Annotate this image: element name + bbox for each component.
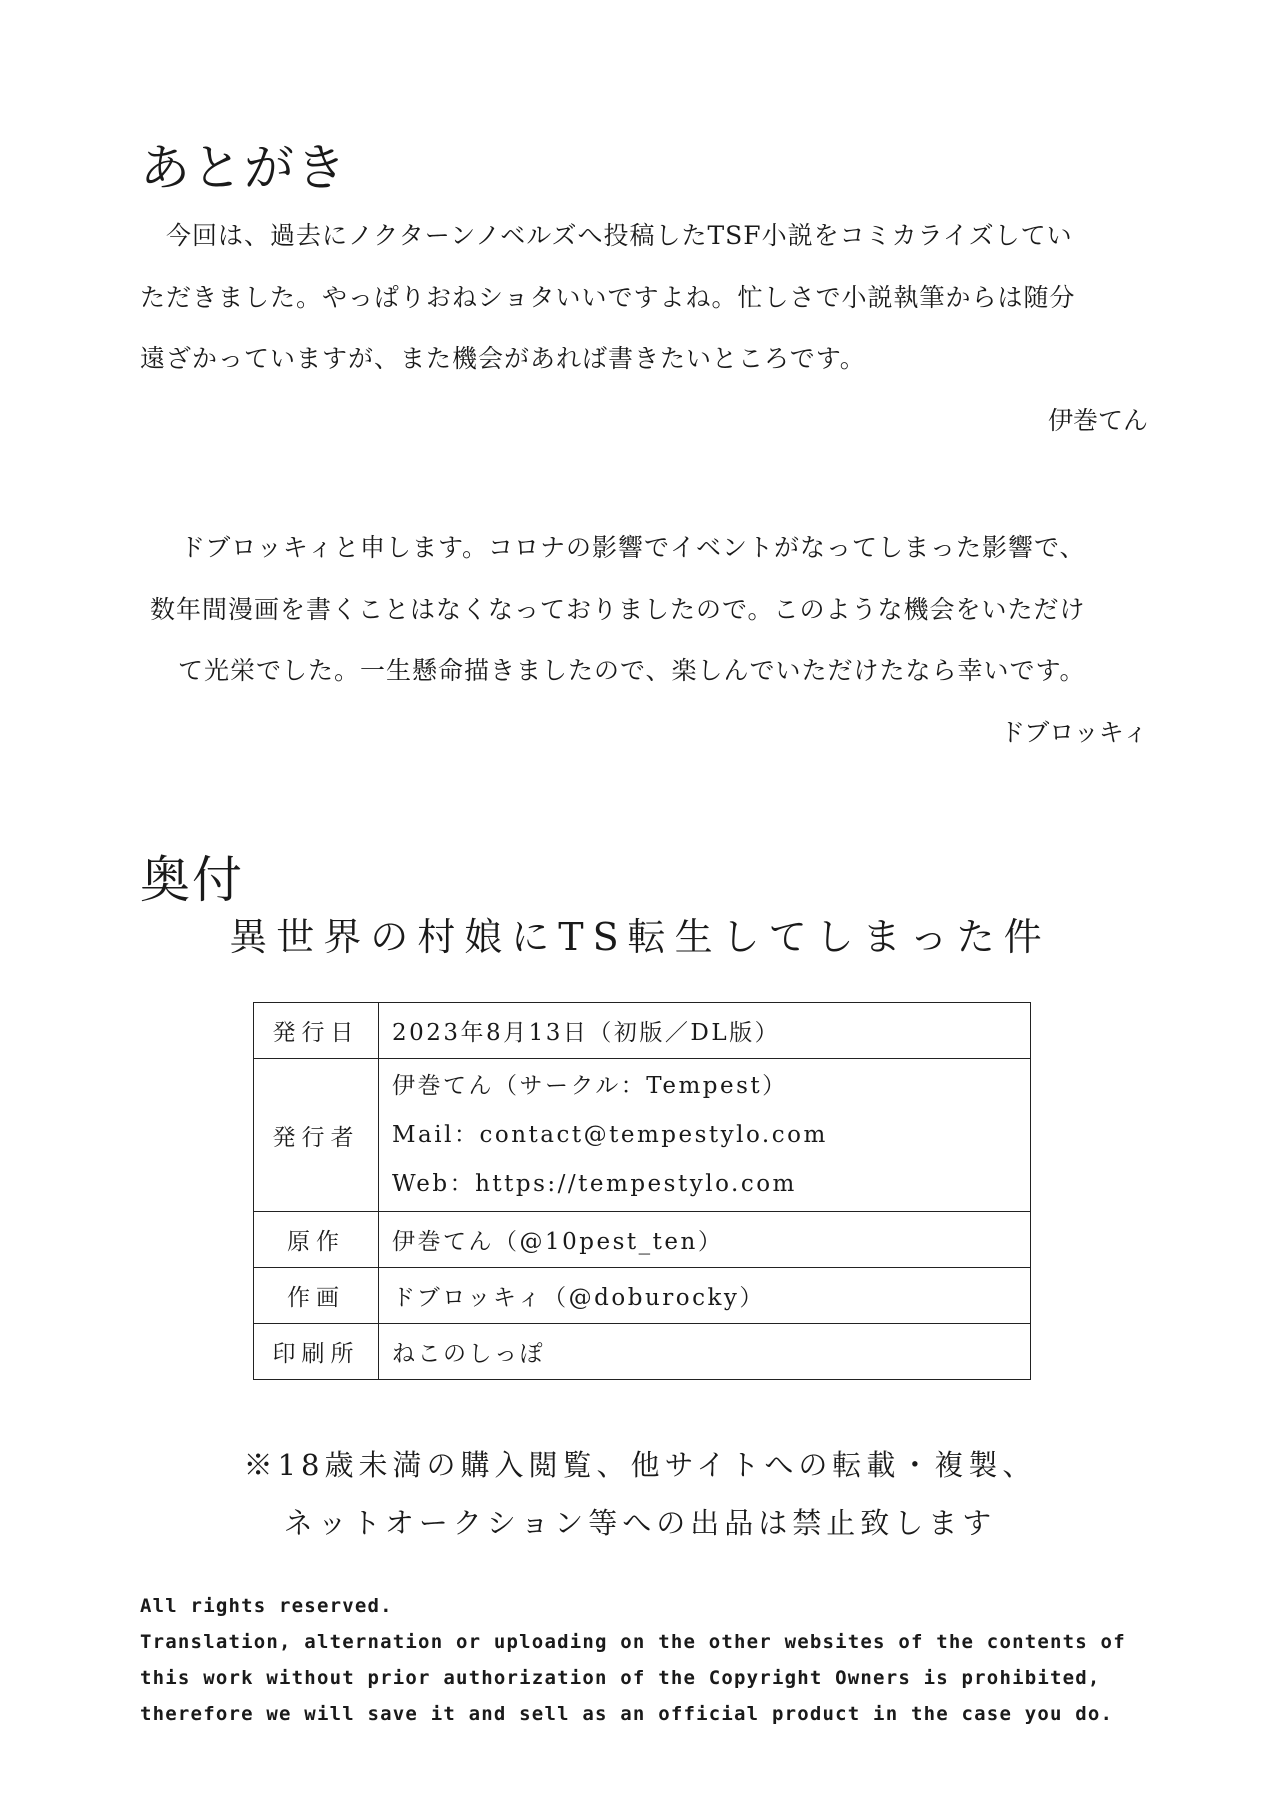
afterword-author1-line: ただきました。やっぱりおねショタいいですよね。忙しさで小説執筆からは随分 [140,283,1076,312]
original-value: 伊巻てん（@10pest_ten） [379,1212,1031,1268]
book-title: 異世界の村娘にTS転生してしまった件 [229,915,1051,959]
copyright-line: this work without prior authorization of the Copyright Owners is prohibited, [140,1667,1101,1689]
afterword-author1-line: 今回は、過去にノクターンノベルズへ投稿したTSF小説をコミカライズしてい [166,221,1073,250]
publisher-circle: 伊巻てん（サークル：Tempest） [392,1072,788,1099]
copyright-block [140,1588,1126,1732]
original-label: 原作 [254,1212,379,1268]
afterword-author1-signature: 伊巻てん [1047,406,1148,435]
colophon-row-publisher [254,1059,1031,1212]
afterword-author2-line: 数年間漫画を書くことはなくなっておりましたので。このような機会をいただけ [150,595,1086,624]
colophon-table [253,1002,1031,1380]
afterword-author1-line: 遠ざかっていますが、また機会があれば書きたいところです。 [140,344,866,373]
copyright-line: All rights reserved. [140,1595,393,1617]
afterword-author2-signature: ドブロッキィ [999,718,1148,747]
release-date-value: 2023年8月13日（初版／DL版） [379,1003,1031,1059]
copyright-line: Translation, alternation or uploading on the other websites of the contents of [140,1631,1126,1653]
publisher-mail: Mail：contact@tempestylo.com [392,1121,828,1148]
afterword-heading: あとがき [140,139,348,197]
colophon-row-release-date [254,1003,1031,1059]
artwork-label: 作画 [254,1268,379,1324]
publisher-label: 発行者 [254,1059,379,1212]
colophon-row-printer [254,1324,1031,1380]
artwork-value: ドブロッキィ（@doburocky） [379,1268,1031,1324]
afterword-author2-line: ドブロッキィと申します。コロナの影響でイベントがなってしまった影響で、 [180,533,1086,562]
colophon-heading: 奥付 [140,851,244,909]
release-date-label: 発行日 [254,1003,379,1059]
printer-label: 印刷所 [254,1324,379,1380]
colophon-row-original [254,1212,1031,1268]
afterword-author2-line: て光栄でした。一生懸命描きましたので、楽しんでいただけたなら幸いです。 [178,656,1086,685]
notice-line: ※18歳未満の購入閲覧、他サイトへの転載・複製、 [243,1448,1037,1482]
printer-value: ねこのしっぽ [379,1324,1031,1380]
copyright-line: therefore we will save it and sell as an official product in the case you do. [140,1703,1114,1725]
notice-line: ネットオークション等への出品は禁止致します [283,1506,997,1540]
publisher-values [379,1059,1031,1212]
publisher-web: Web：https://tempestylo.com [392,1170,797,1197]
colophon-row-artwork [254,1268,1031,1324]
